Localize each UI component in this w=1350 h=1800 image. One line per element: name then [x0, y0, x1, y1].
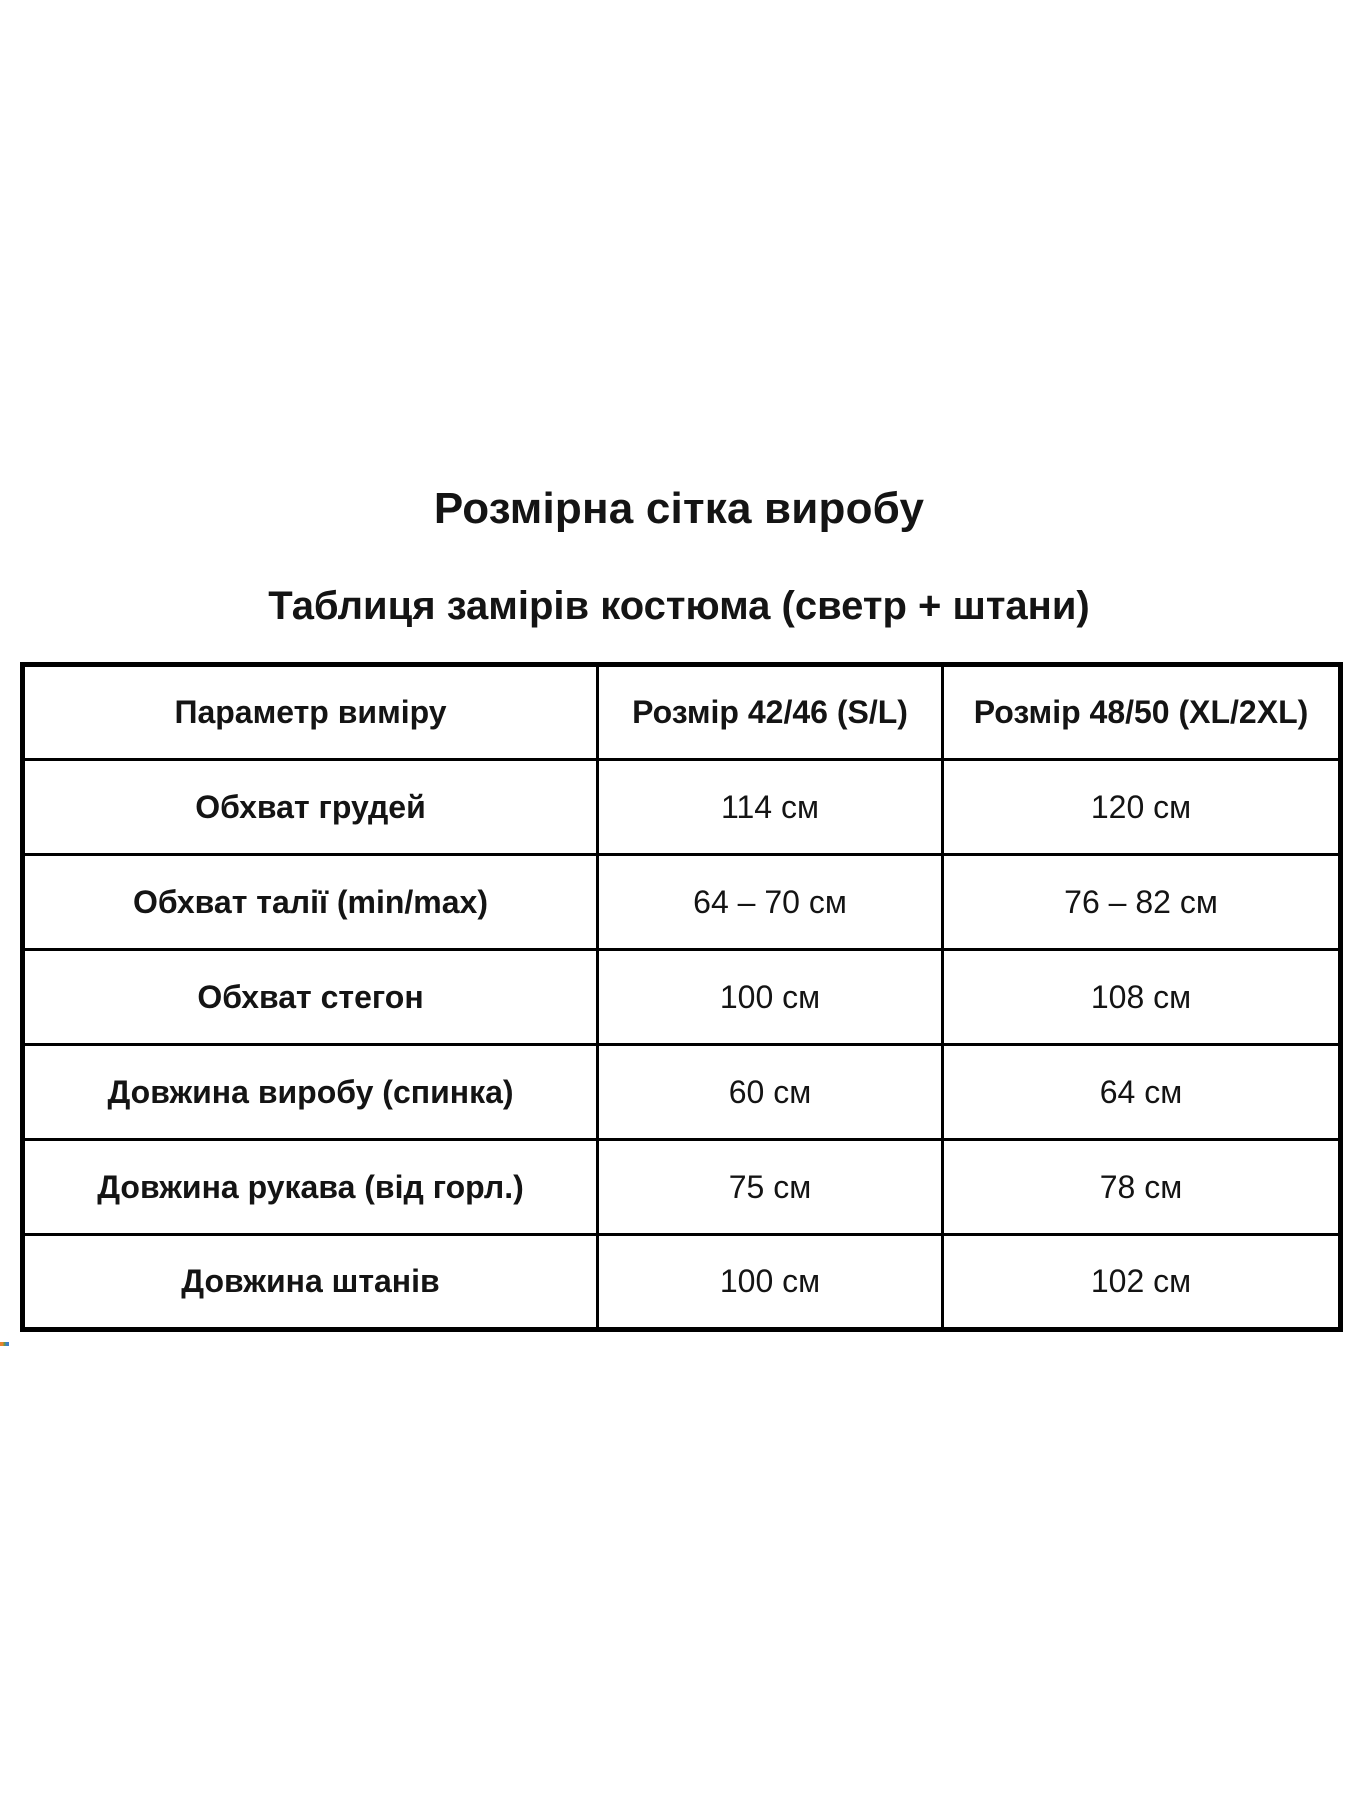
page-edge-color-artifact: [0, 1342, 9, 1346]
value-cell: 100 см: [598, 1235, 943, 1330]
parameter-cell: Обхват талії (min/max): [23, 855, 598, 950]
table-header-row: [23, 665, 1341, 760]
value-cell: 120 см: [943, 760, 1341, 855]
parameter-cell: Довжина штанів: [23, 1235, 598, 1330]
table-row: [23, 1235, 1341, 1330]
value-cell: 102 см: [943, 1235, 1341, 1330]
parameter-cell: Обхват грудей: [23, 760, 598, 855]
value-cell: 64 – 70 см: [598, 855, 943, 950]
table-row: [23, 1045, 1341, 1140]
value-cell: 75 см: [598, 1140, 943, 1235]
table-row: [23, 950, 1341, 1045]
parameter-cell: Довжина виробу (спинка): [23, 1045, 598, 1140]
table-caption: Таблиця замірів костюма (светр + штани): [268, 584, 1090, 628]
table-row: [23, 1140, 1341, 1235]
table-row: [23, 760, 1341, 855]
header-size-42-46: Розмір 42/46 (S/L): [598, 665, 943, 760]
value-cell: 64 см: [943, 1045, 1341, 1140]
value-cell: 100 см: [598, 950, 943, 1045]
value-cell: 78 см: [943, 1140, 1341, 1235]
page-title: Розмірна сітка виробу: [433, 484, 925, 533]
parameter-cell: Довжина рукава (від горл.): [23, 1140, 598, 1235]
value-cell: 76 – 82 см: [943, 855, 1341, 950]
size-chart-table: [20, 662, 1343, 1332]
table-row: [23, 855, 1341, 950]
value-cell: 60 см: [598, 1045, 943, 1140]
value-cell: 108 см: [943, 950, 1341, 1045]
parameter-cell: Обхват стегон: [23, 950, 598, 1045]
header-parameter: Параметр виміру: [23, 665, 598, 760]
value-cell: 114 см: [598, 760, 943, 855]
header-size-48-50: Розмір 48/50 (XL/2XL): [943, 665, 1341, 760]
